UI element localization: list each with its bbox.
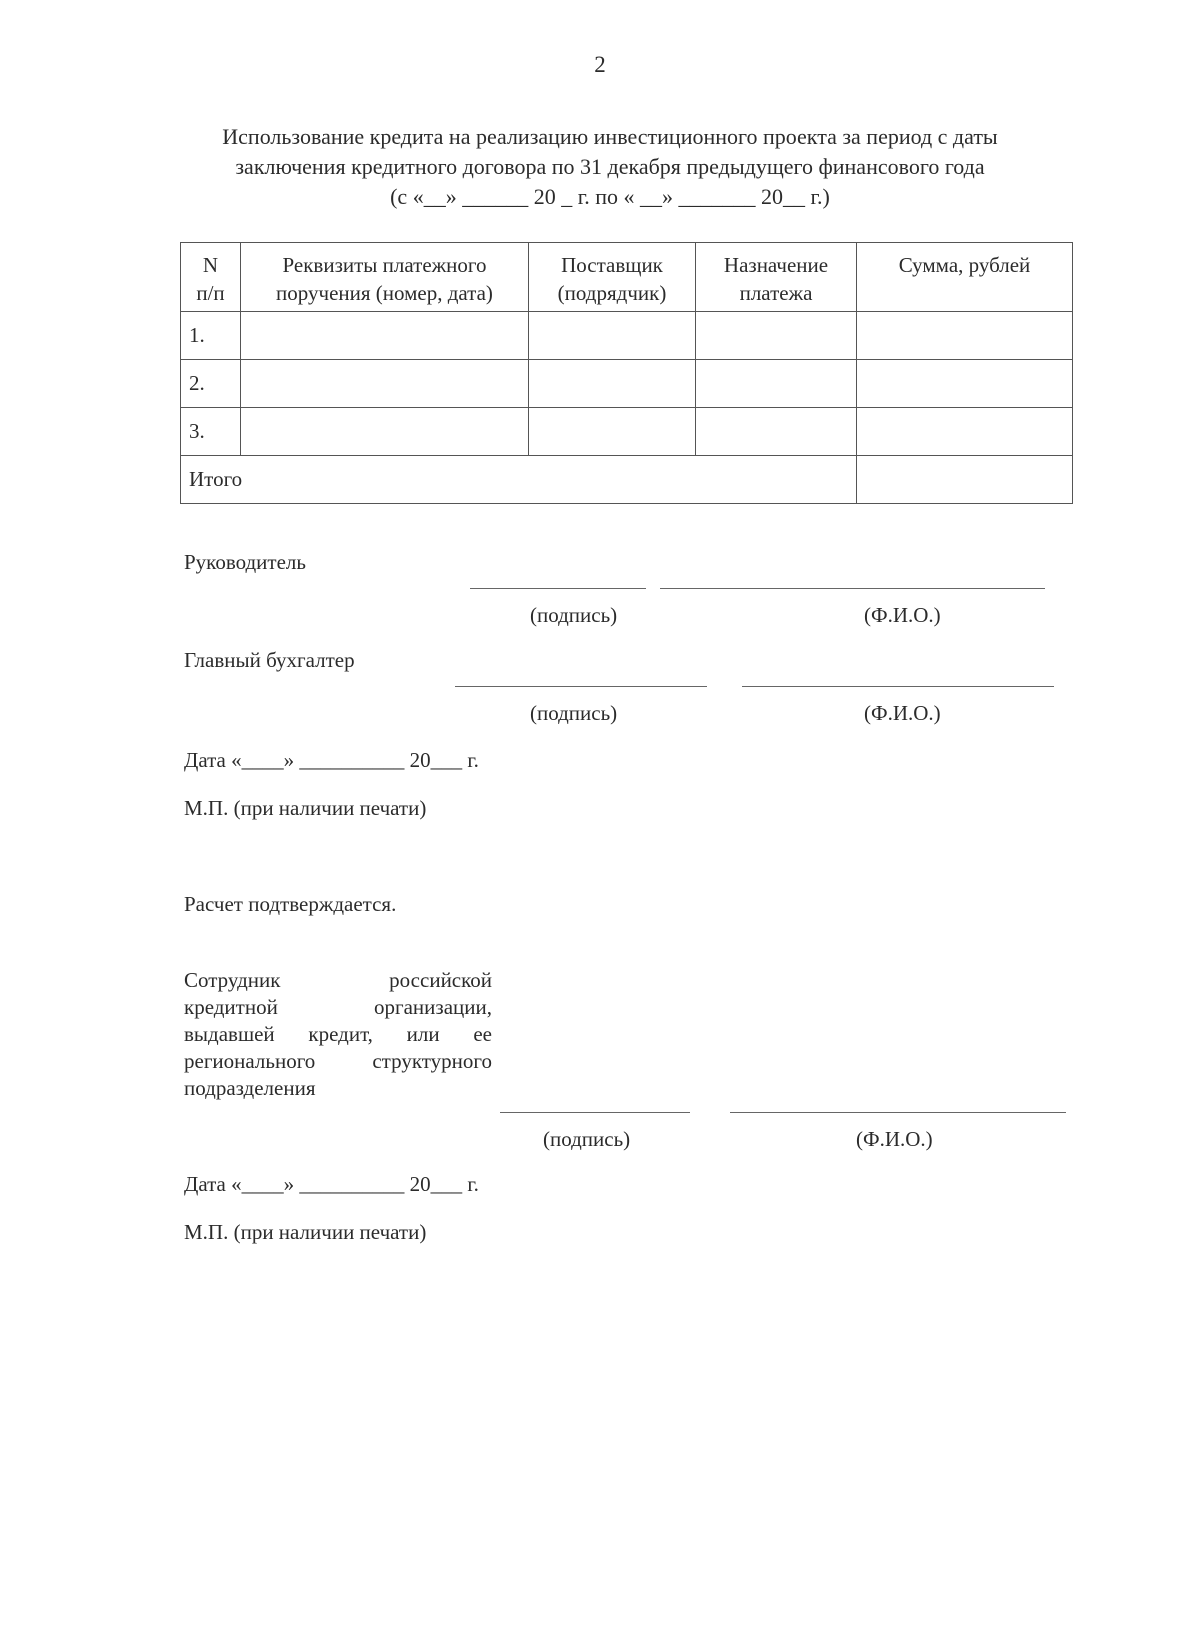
table-row xyxy=(181,360,1073,408)
header-supplier: Поставщик (подрядчик) xyxy=(529,243,696,312)
cell-supplier xyxy=(529,360,696,408)
bank-employee-label xyxy=(184,967,492,1102)
head-name-caption: (Ф.И.О.) xyxy=(864,603,941,627)
accountant-name-caption: (Ф.И.О.) xyxy=(864,701,941,725)
cell-supplier xyxy=(529,408,696,456)
page-number: 2 xyxy=(594,52,606,77)
header-payment-details: Реквизиты платежного поручения (номер, дата) xyxy=(241,243,529,312)
title-line-2: заключения кредитного договора по 31 декабря предыдущего финансового года xyxy=(235,154,985,179)
cell-payment-details xyxy=(241,408,529,456)
head-name-line xyxy=(660,588,1045,589)
header-purpose: Назначение платежа xyxy=(696,243,857,312)
payments-table xyxy=(180,242,1073,504)
header-number: N п/п xyxy=(181,243,241,312)
cell-purpose xyxy=(696,408,857,456)
accountant-name-line xyxy=(742,686,1054,687)
cell-amount xyxy=(857,360,1073,408)
confirmation-stamp-note: М.П. (при наличии печати) xyxy=(184,1220,427,1244)
total-label: Итого xyxy=(181,456,857,504)
cell-purpose xyxy=(696,312,857,360)
cell-supplier xyxy=(529,312,696,360)
row-number: 1. xyxy=(181,312,241,360)
confirmation-date-line: Дата «____» __________ 20___ г. xyxy=(184,1172,479,1196)
accountant-signature-line xyxy=(455,686,707,687)
employee-line: подразделения xyxy=(184,1076,316,1100)
table-header-row xyxy=(181,243,1073,312)
cell-payment-details xyxy=(241,360,529,408)
title-line-3: (с «__» ______ 20 _ г. по « __» _______ 20__ г.) xyxy=(390,184,830,209)
accountant-signature-caption: (подпись) xyxy=(530,701,618,725)
employee-signature-line xyxy=(500,1112,690,1113)
employee-line: Сотрудник российской xyxy=(184,968,492,992)
cell-amount xyxy=(857,408,1073,456)
employee-line: выдавшей кредит, или ее xyxy=(184,1022,492,1046)
cell-payment-details xyxy=(241,312,529,360)
row-number: 3. xyxy=(181,408,241,456)
total-amount xyxy=(857,456,1073,504)
table-row xyxy=(181,408,1073,456)
header-amount: Сумма, рублей xyxy=(857,243,1073,312)
head-label: Руководитель xyxy=(184,550,306,574)
head-signature-line xyxy=(470,588,646,589)
date-line: Дата «____» __________ 20___ г. xyxy=(184,748,479,772)
cell-amount xyxy=(857,312,1073,360)
head-signature-caption: (подпись) xyxy=(530,603,618,627)
row-number: 2. xyxy=(181,360,241,408)
employee-signature-caption: (подпись) xyxy=(543,1127,631,1151)
employee-name-line xyxy=(730,1112,1066,1113)
cell-purpose xyxy=(696,360,857,408)
employee-line: кредитной организации, xyxy=(184,995,492,1019)
accountant-label: Главный бухгалтер xyxy=(184,648,355,672)
table-total-row xyxy=(181,456,1073,504)
confirmation-text: Расчет подтверждается. xyxy=(184,892,397,916)
document-title xyxy=(160,122,1060,212)
employee-name-caption: (Ф.И.О.) xyxy=(856,1127,933,1151)
stamp-note: М.П. (при наличии печати) xyxy=(184,796,427,820)
title-line-1: Использование кредита на реализацию инвестиционного проекта за период с даты xyxy=(222,124,998,149)
table-row xyxy=(181,312,1073,360)
employee-line: регионального структурного xyxy=(184,1049,492,1073)
